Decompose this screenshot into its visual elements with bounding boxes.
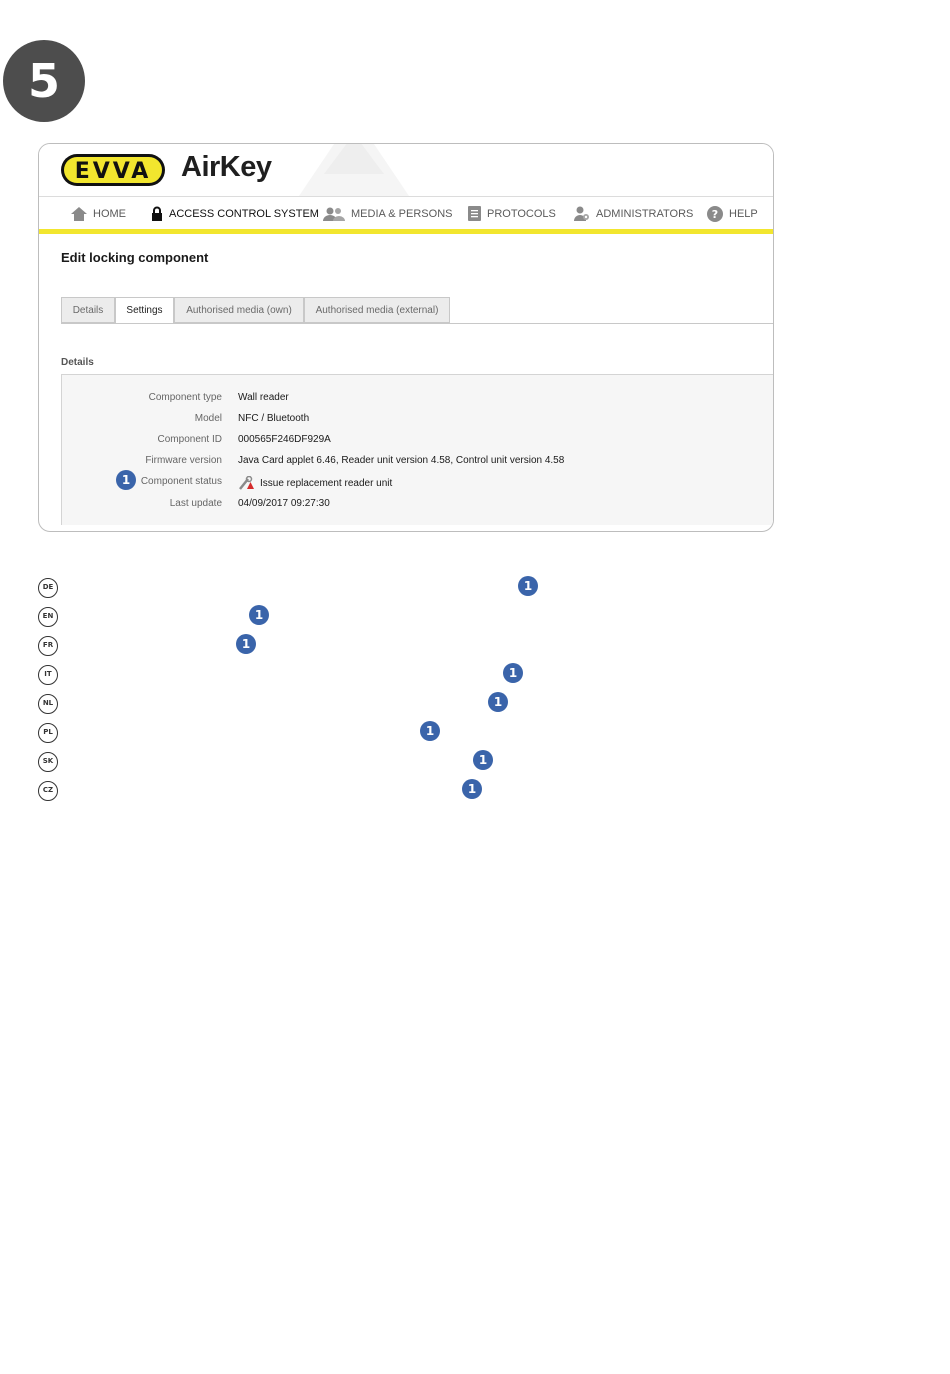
callout-badge-pl: 1 xyxy=(420,721,440,741)
evva-logo xyxy=(60,153,166,187)
callout-badge-it: 1 xyxy=(503,663,523,683)
tabs-divider xyxy=(61,323,773,324)
airkey-window xyxy=(38,143,774,532)
detail-row-component-id xyxy=(62,434,774,450)
step-number-badge: 5 xyxy=(3,40,85,122)
detail-value: 000565F246DF929A xyxy=(238,434,331,445)
callout-badge-sk: 1 xyxy=(473,750,493,770)
nav-administrators[interactable] xyxy=(574,197,693,230)
detail-row-component-type xyxy=(62,392,774,408)
detail-label: Component status xyxy=(140,476,222,487)
lang-sk-icon: SK xyxy=(38,752,58,772)
lang-de-icon: DE xyxy=(38,578,58,598)
main-nav xyxy=(39,196,773,230)
page-title: Edit locking component xyxy=(61,250,209,265)
nav-help-label: HELP xyxy=(729,207,758,220)
callout-badge: 1 xyxy=(116,470,136,490)
callout-badge-cz: 1 xyxy=(462,779,482,799)
nav-administrators-label: ADMINISTRATORS xyxy=(596,207,694,220)
callout-badge-nl: 1 xyxy=(488,692,508,712)
tab-details[interactable]: Details xyxy=(61,297,115,323)
nav-home[interactable] xyxy=(71,197,126,230)
detail-row-component-status xyxy=(62,473,774,492)
home-icon xyxy=(71,207,87,221)
callout-badge-en: 1 xyxy=(249,605,269,625)
persons-icon xyxy=(323,207,345,221)
detail-row-last-update xyxy=(62,498,774,514)
warning-tool-icon xyxy=(238,476,254,490)
nav-home-label: HOME xyxy=(93,207,126,220)
nav-media-persons-label: MEDIA & PERSONS xyxy=(351,207,453,220)
svg-text:?: ? xyxy=(711,207,719,221)
nav-accent-bar xyxy=(39,229,773,234)
lang-cz-icon: CZ xyxy=(38,781,58,801)
detail-value: 04/09/2017 09:27:30 xyxy=(238,498,330,509)
detail-value: Wall reader xyxy=(238,392,289,403)
document-icon xyxy=(468,206,481,221)
detail-value xyxy=(238,476,392,490)
lang-it-icon: IT xyxy=(38,665,58,685)
callout-badge-de: 1 xyxy=(518,576,538,596)
detail-row-firmware-version xyxy=(62,455,774,471)
nav-protocols[interactable] xyxy=(468,197,556,230)
detail-value: Java Card applet 6.46, Reader unit version 4.58, Control unit version 4.58 xyxy=(238,455,565,466)
app-header xyxy=(39,144,773,196)
details-panel xyxy=(61,374,774,525)
lang-pl-icon: PL xyxy=(38,723,58,743)
component-status-text: Issue replacement reader unit xyxy=(260,477,393,489)
svg-text:EVVA: EVVA xyxy=(74,159,152,184)
nav-access-control-system[interactable] xyxy=(151,197,319,230)
section-label: Details xyxy=(61,357,94,368)
detail-label: Firmware version xyxy=(145,455,222,466)
nav-protocols-label: PROTOCOLS xyxy=(487,207,556,220)
tab-authorised-media-external[interactable]: Authorised media (external) xyxy=(304,297,450,323)
detail-value: NFC / Bluetooth xyxy=(238,413,310,424)
detail-label: Last update xyxy=(169,498,222,509)
tab-settings[interactable]: Settings xyxy=(115,297,174,324)
callout-badge-fr: 1 xyxy=(236,634,256,654)
lang-en-icon: EN xyxy=(38,607,58,627)
app-name: AirKey xyxy=(181,151,272,183)
tab-authorised-media-own[interactable]: Authorised media (own) xyxy=(174,297,304,323)
detail-label: Component ID xyxy=(157,434,222,445)
help-icon xyxy=(707,206,723,222)
nav-help[interactable] xyxy=(707,197,758,230)
detail-row-model xyxy=(62,413,774,429)
lang-fr-icon: FR xyxy=(38,636,58,656)
lang-nl-icon: NL xyxy=(38,694,58,714)
detail-label: Model xyxy=(194,413,222,424)
nav-media-persons[interactable] xyxy=(323,197,452,230)
lock-icon xyxy=(151,206,163,221)
detail-label: Component type xyxy=(148,392,222,403)
admin-icon xyxy=(574,206,590,221)
watermark-logo xyxy=(279,144,429,196)
nav-access-control-system-label: ACCESS CONTROL SYSTEM xyxy=(169,207,319,220)
